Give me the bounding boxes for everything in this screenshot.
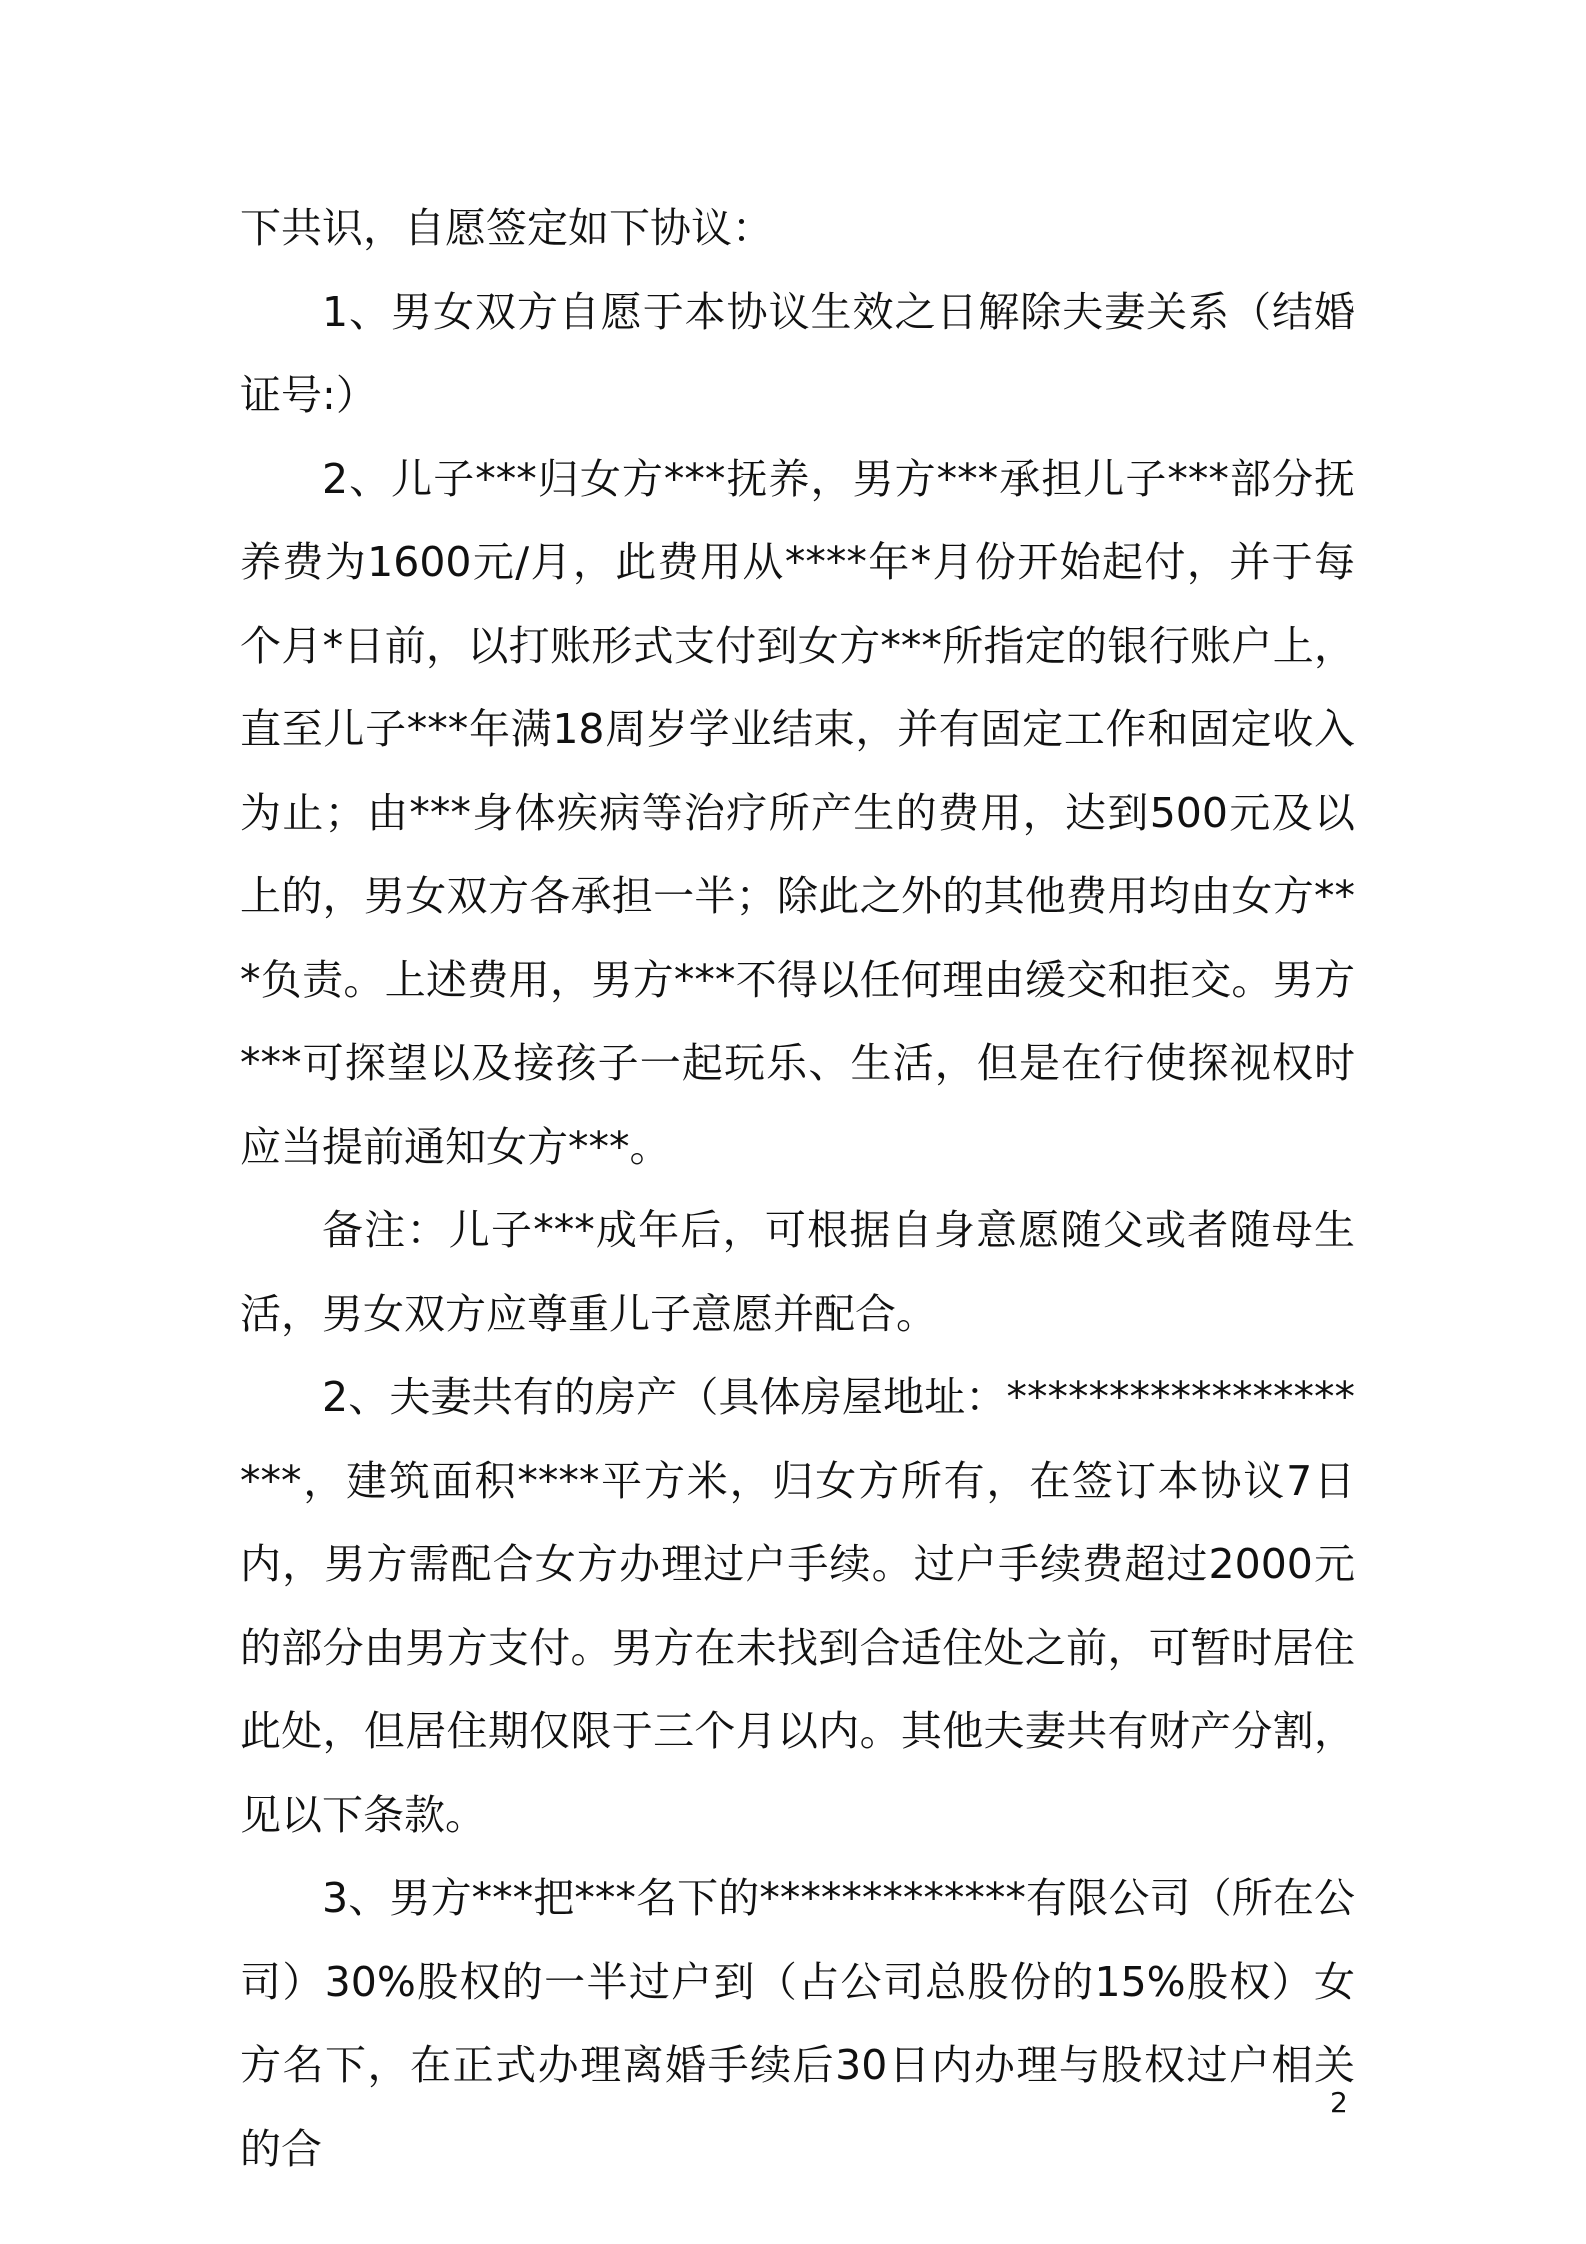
paragraph-clause-3-equity: 3、男方***把***名下的*************有限公司（所在公司）30%股权的一半过户到（占公司总股份的15%股权）女方名下，在正式办理离婚手续后30日内办理与股权过户相关的合 [240,1874,1355,2173]
page-number: 2 [1330,2086,1348,2119]
paragraph-clause-2-property: 2、夫妻共有的房产（具体房屋地址：********************，建筑面积****平方米，归女方所有，在签订本协议7日内，男方需配合女方办理过户手续。过户手续费超过2000元的部分由男方支付。男方在未找到合适住处之前，可暂时居住此处，但居住期仅限于三个月以内。其他夫妻共有财产分割，见以下条款。 [240,1373,1355,1839]
paragraph-intro: 下共识，自愿签定如下协议： [240,204,773,252]
document-body [240,187,1355,2191]
paragraph-remark: 备注：儿子***成年后，可根据自身意愿随父或者随母生活，男女双方应尊重儿子意愿并配合。 [240,1206,1355,1338]
paragraph-clause-1: 1、男女双方自愿于本协议生效之日解除夫妻关系（结婚证号:） [240,287,1355,419]
paragraph-clause-2-custody: 2、儿子***归女方***抚养，男方***承担儿子***部分抚养费为1600元/月，此费用从****年*月份开始起付，并于每个月*日前，以打账形式支付到女方***所指定的银行账户上，直至儿子***年满18周岁学业结束，并有固定工作和固定收入为止；由***身体疾病等治疗所产生的费用，达到500元及以上的，男女双方各承担一半；除此之外的其他费用均由女方***负责。上述费用，男方***不得以任何理由缓交和拒交。男方***可探望以及接孩子一起玩乐、生活，但是在行使探视权时应当提前通知女方***。 [240,454,1355,1171]
